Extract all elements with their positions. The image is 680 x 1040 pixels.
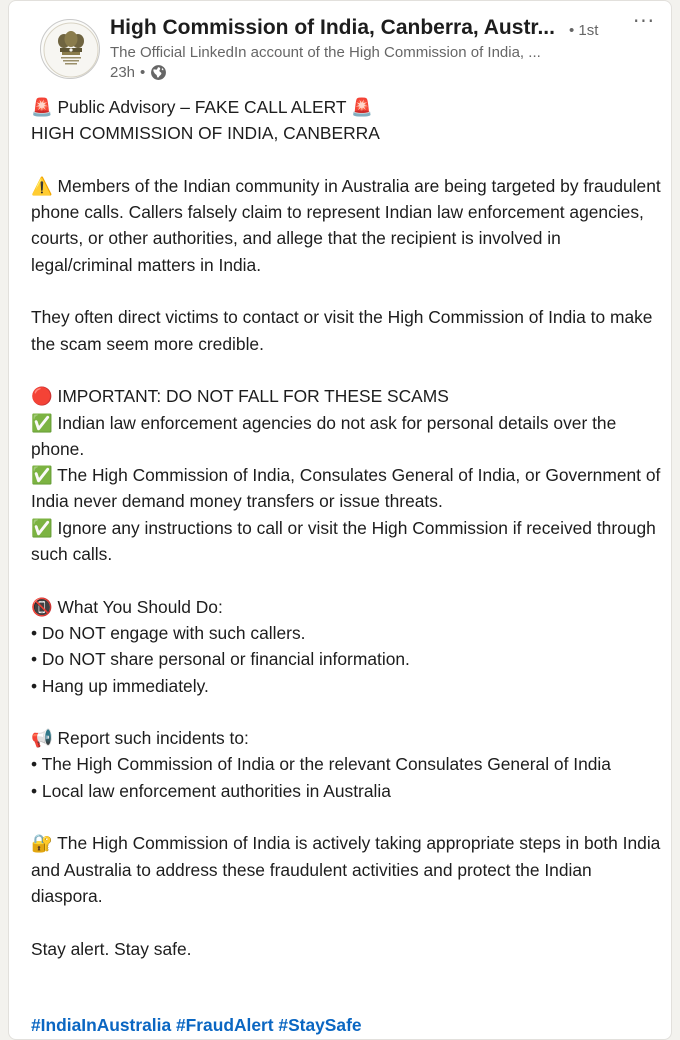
post-paragraph: Stay alert. Stay safe. bbox=[31, 938, 192, 959]
post-paragraph: ⚠️ Members of the Indian community in Australia are being targeted by fraudulent phone calls. Callers falsely claim to represent Indian law enforcement agencies, courts, or other authorities, and allege that the recipient is involved in legal/criminal matters in India. bbox=[31, 175, 661, 275]
post-paragraph: They often direct victims to contact or visit the High Commission of India to make the scam seem more credible. bbox=[31, 307, 653, 354]
connection-degree: • 1st bbox=[569, 22, 599, 39]
author-avatar[interactable] bbox=[40, 19, 100, 79]
post-header bbox=[9, 1, 671, 91]
posted-time: 23h bbox=[110, 64, 136, 81]
post-meta bbox=[110, 64, 167, 81]
post-paragraph: 🔐 The High Commission of India is actively taking appropriate steps in both India and Australia to address these fraudulent activities and protect the Indian diaspora. bbox=[31, 833, 661, 906]
post-paragraph: 🚨 Public Advisory – FAKE CALL ALERT 🚨 HIGH COMMISSION OF INDIA, CANBERRA bbox=[31, 97, 380, 144]
globe-icon bbox=[150, 64, 167, 81]
hashtag-links[interactable]: #IndiaInAustralia #FraudAlert #StaySafe bbox=[31, 1015, 362, 1035]
post-body bbox=[31, 94, 663, 962]
author-name[interactable]: High Commission of India, Canberra, Austr... bbox=[110, 16, 555, 39]
national-emblem-logo bbox=[41, 20, 100, 79]
author-subtitle: The Official LinkedIn account of the High Commission of India, ... bbox=[110, 44, 541, 61]
more-options-button[interactable]: ··· bbox=[632, 9, 656, 33]
meta-separator: • bbox=[140, 64, 146, 81]
post-card bbox=[8, 0, 672, 1040]
post-paragraph: 📵 What You Should Do: • Do NOT engage with such callers. • Do NOT share personal or financial information. • Hang up immediately. bbox=[31, 596, 410, 696]
post-paragraph: 📢 Report such incidents to: • The High Commission of India or the relevant Consulates General of India • Local law enforcement authorities in Australia bbox=[31, 728, 611, 801]
post-paragraph: 🔴 IMPORTANT: DO NOT FALL FOR THESE SCAMS ✅ Indian law enforcement agencies do not ask for personal details over the phone. ✅ The High Commission of India, Consulates General of India, or Government of India never demand money transfers or issue threats. ✅ Ignore any instructions to call or visit the High Commission if received through such calls. bbox=[31, 386, 661, 565]
